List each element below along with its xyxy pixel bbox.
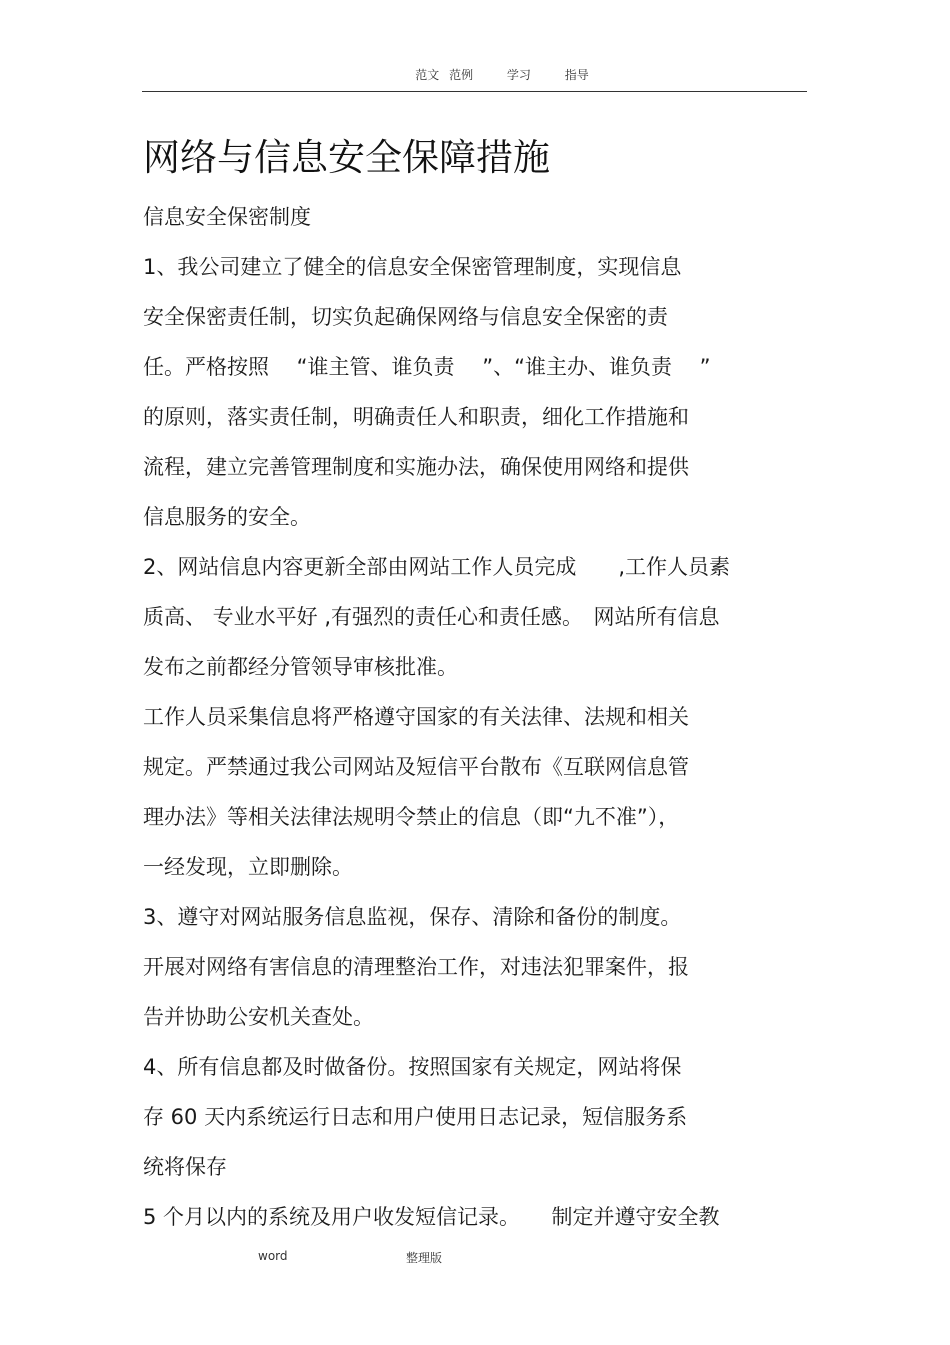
text-line: 5 个月以内的系统及用户收发短信记录。 制定并遵守安全教	[143, 1205, 720, 1229]
page-header	[0, 66, 950, 83]
header-item: 学习	[506, 68, 531, 82]
text-line: 安全保密责任制，切实负起确保网络与信息安全保密的责	[143, 305, 668, 329]
text-line: 开展对网络有害信息的清理整治工作，对违法犯罪案件，报	[143, 955, 689, 979]
header-item: 指导	[564, 68, 589, 82]
text-line: 统将保存	[143, 1155, 227, 1179]
footer-right: 整理版	[406, 1251, 443, 1265]
header-divider	[142, 91, 807, 92]
footer-left: word	[258, 1249, 288, 1263]
text-line: 的原则，落实责任制，明确责任人和职责，细化工作措施和	[143, 405, 689, 429]
text-line: 流程，建立完善管理制度和实施办法，确保使用网络和提供	[143, 455, 689, 479]
text-line: 3、遵守对网站服务信息监视，保存、清除和备份的制度。	[143, 905, 682, 929]
text-line: 1、我公司建立了健全的信息安全保密管理制度，实现信息	[143, 255, 682, 279]
text-line: 工作人员采集信息将严格遵守国家的有关法律、法规和相关	[143, 705, 689, 729]
text-line: 信息服务的安全。	[143, 505, 311, 529]
text-line: 2、网站信息内容更新全部由网站工作人员完成 ,工作人员素	[143, 555, 731, 579]
text-line: 存 60 天内系统运行日志和用户使用日志记录，短信服务系	[143, 1105, 688, 1129]
text-line: 一经发现，立即删除。	[143, 855, 353, 879]
text-line: 理办法》等相关法律法规明令禁止的信息（即“九不准”），	[143, 805, 680, 829]
text-line: 任。严格按照 “谁主管、谁负责 ”、“谁主办、谁负责 ”	[143, 355, 711, 379]
text-line: 规定。严禁通过我公司网站及短信平台散布《互联网信息管	[143, 755, 689, 779]
text-line: 发布之前都经分管领导审核批准。	[143, 655, 458, 679]
text-line: 质高、 专业水平好 ,有强烈的责任心和责任感。 网站所有信息	[143, 605, 720, 629]
header-item: 范例	[449, 68, 474, 82]
text-line: 4、所有信息都及时做备份。按照国家有关规定，网站将保	[143, 1055, 682, 1079]
document-title: 网络与信息安全保障措施	[143, 136, 550, 179]
text-line: 信息安全保密制度	[143, 205, 311, 229]
header-item: 范文	[415, 68, 440, 82]
text-line: 告并协助公安机关查处。	[143, 1005, 374, 1029]
